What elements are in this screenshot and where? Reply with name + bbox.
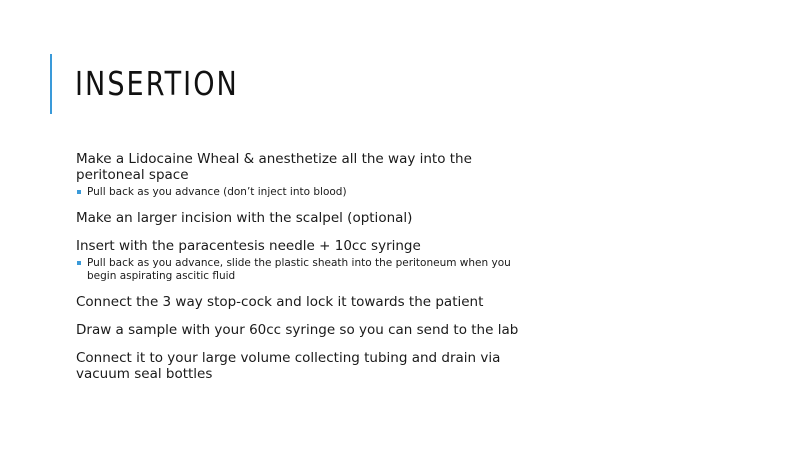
bullet-point-3 — [76, 238, 536, 283]
title-accent-bar — [50, 54, 52, 114]
square-bullet-icon — [77, 261, 81, 265]
bullet-point-5 — [76, 322, 536, 338]
sub-bullet-item — [76, 186, 536, 199]
bullet-point-6 — [76, 350, 536, 382]
bullet-point-text: Make a Lidocaine Wheal & anesthetize all the way into the peritoneal space — [76, 151, 472, 183]
bullet-point-text: Make an larger incision with the scalpel (optional) — [76, 210, 413, 226]
sub-bullet-text: Pull back as you advance, slide the plastic sheath into the peritoneum when you begin aspirating ascitic fluid — [87, 257, 511, 282]
sub-bullet-list — [76, 186, 536, 199]
sub-bullet-text: Pull back as you advance (don’t inject into blood) — [87, 186, 347, 198]
bullet-point-2 — [76, 210, 536, 226]
sub-bullet-item — [76, 257, 536, 283]
bullet-point-text: Connect it to your large volume collecting tubing and drain via vacuum seal bottles — [76, 350, 501, 382]
bullet-point-text: Connect the 3 way stop-cock and lock it towards the patient — [76, 294, 484, 310]
bullet-point-text: Draw a sample with your 60cc syringe so you can send to the lab — [76, 322, 519, 338]
bullet-point-text: Insert with the paracentesis needle + 10cc syringe — [76, 238, 421, 254]
slide-content — [76, 151, 536, 382]
bullet-point-1 — [76, 151, 536, 199]
square-bullet-icon — [77, 190, 81, 194]
sub-bullet-list — [76, 257, 536, 283]
slide-title: INSERTION — [75, 64, 239, 103]
bullet-point-4 — [76, 294, 536, 310]
